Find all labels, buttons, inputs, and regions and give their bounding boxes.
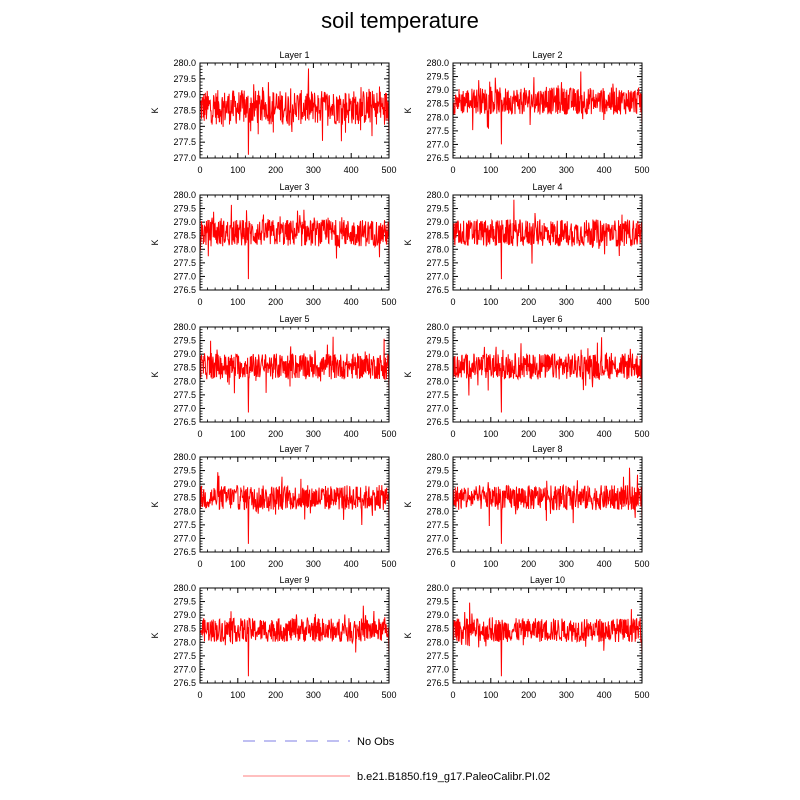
panel-title: Layer 8 bbox=[532, 444, 563, 454]
y-tick-label: 277.0 bbox=[426, 403, 449, 414]
y-tick-label: 278.0 bbox=[426, 112, 449, 123]
y-tick-label: 279.5 bbox=[173, 596, 196, 607]
panel-title: Layer 5 bbox=[279, 314, 310, 324]
x-tick-label: 0 bbox=[197, 429, 203, 439]
x-tick-label: 200 bbox=[521, 429, 537, 439]
y-tick-label: 280.0 bbox=[426, 322, 449, 332]
x-tick-label: 200 bbox=[268, 165, 284, 175]
panel-layer-10 bbox=[403, 575, 650, 700]
legend-label: b.e21.B1850.f19_g17.PaleoCalibr.PI.02 bbox=[357, 771, 551, 783]
x-tick-label: 100 bbox=[483, 559, 499, 569]
y-tick-label: 279.0 bbox=[173, 479, 196, 490]
x-tick-label: 200 bbox=[268, 559, 284, 569]
x-tick-label: 200 bbox=[268, 429, 284, 439]
x-tick-label: 100 bbox=[230, 559, 246, 569]
y-axis-label: K bbox=[150, 632, 160, 639]
y-tick-label: 279.0 bbox=[173, 217, 196, 228]
y-tick-label: 280.0 bbox=[426, 583, 449, 593]
panel-title: Layer 4 bbox=[532, 182, 563, 192]
y-axis-label: K bbox=[403, 107, 413, 114]
y-tick-label: 277.0 bbox=[426, 271, 449, 282]
y-tick-label: 276.5 bbox=[426, 153, 449, 163]
panel-layer-5 bbox=[150, 314, 397, 439]
y-tick-label: 278.5 bbox=[426, 362, 449, 373]
y-tick-label: 279.5 bbox=[173, 465, 196, 476]
x-tick-label: 300 bbox=[305, 559, 321, 569]
x-tick-label: 300 bbox=[305, 429, 321, 439]
x-tick-label: 0 bbox=[197, 297, 203, 307]
panel-title: Layer 10 bbox=[529, 575, 566, 585]
y-tick-label: 278.5 bbox=[173, 492, 196, 503]
x-tick-label: 100 bbox=[483, 297, 499, 307]
x-tick-label: 0 bbox=[450, 165, 456, 175]
y-tick-label: 280.0 bbox=[173, 58, 196, 68]
y-tick-label: 279.5 bbox=[173, 335, 196, 346]
x-tick-label: 500 bbox=[634, 429, 650, 439]
x-tick-label: 100 bbox=[230, 297, 246, 307]
y-tick-label: 277.0 bbox=[426, 664, 449, 675]
x-tick-label: 500 bbox=[381, 690, 397, 700]
x-tick-label: 200 bbox=[521, 559, 537, 569]
x-tick-label: 0 bbox=[197, 559, 203, 569]
series-line bbox=[200, 205, 389, 279]
panel-layer-2 bbox=[403, 50, 650, 175]
x-tick-label: 100 bbox=[230, 165, 246, 175]
panel-title: Layer 1 bbox=[279, 50, 310, 60]
x-tick-label: 300 bbox=[558, 559, 574, 569]
y-tick-label: 277.5 bbox=[426, 125, 449, 136]
panel-layer-9 bbox=[150, 575, 397, 700]
panel-title: Layer 2 bbox=[532, 50, 563, 60]
y-tick-label: 276.5 bbox=[173, 417, 196, 427]
y-axis-label: K bbox=[150, 107, 160, 114]
x-tick-label: 300 bbox=[558, 429, 574, 439]
y-tick-label: 279.0 bbox=[173, 610, 196, 621]
x-tick-label: 200 bbox=[521, 165, 537, 175]
x-tick-label: 400 bbox=[343, 559, 359, 569]
y-tick-label: 279.5 bbox=[426, 335, 449, 346]
x-tick-label: 400 bbox=[343, 429, 359, 439]
panel-title: Layer 7 bbox=[279, 444, 310, 454]
chart-title: soil temperature bbox=[321, 8, 479, 33]
y-axis-label: K bbox=[403, 501, 413, 508]
y-tick-label: 277.5 bbox=[426, 650, 449, 661]
series-line bbox=[453, 337, 642, 412]
x-tick-label: 0 bbox=[197, 690, 203, 700]
y-tick-label: 278.5 bbox=[426, 623, 449, 634]
plot-frame bbox=[453, 195, 642, 290]
x-tick-label: 400 bbox=[343, 690, 359, 700]
y-tick-label: 280.0 bbox=[173, 452, 196, 462]
x-tick-label: 400 bbox=[596, 690, 612, 700]
panel-layer-1 bbox=[150, 50, 397, 175]
x-tick-label: 200 bbox=[268, 690, 284, 700]
y-tick-label: 279.0 bbox=[173, 349, 196, 360]
y-tick-label: 279.5 bbox=[426, 465, 449, 476]
series-line bbox=[200, 472, 389, 544]
y-tick-label: 280.0 bbox=[426, 452, 449, 462]
y-tick-label: 280.0 bbox=[173, 583, 196, 593]
y-tick-label: 277.0 bbox=[173, 664, 196, 675]
series-line bbox=[200, 337, 389, 413]
x-tick-label: 100 bbox=[483, 165, 499, 175]
panel-title: Layer 3 bbox=[279, 182, 310, 192]
y-tick-label: 278.5 bbox=[426, 492, 449, 503]
y-axis-label: K bbox=[403, 239, 413, 246]
y-tick-label: 279.0 bbox=[426, 217, 449, 228]
y-tick-label: 277.0 bbox=[426, 533, 449, 544]
x-tick-label: 100 bbox=[230, 429, 246, 439]
y-tick-label: 276.5 bbox=[173, 678, 196, 688]
y-tick-label: 277.0 bbox=[173, 403, 196, 414]
y-tick-label: 279.0 bbox=[426, 85, 449, 96]
y-tick-label: 278.0 bbox=[426, 376, 449, 387]
x-tick-label: 300 bbox=[558, 165, 574, 175]
x-tick-label: 500 bbox=[634, 165, 650, 175]
y-axis-label: K bbox=[150, 371, 160, 378]
y-tick-label: 279.5 bbox=[426, 71, 449, 82]
y-tick-label: 278.5 bbox=[173, 105, 196, 116]
y-tick-label: 280.0 bbox=[173, 322, 196, 332]
y-tick-label: 279.0 bbox=[426, 610, 449, 621]
x-tick-label: 300 bbox=[558, 297, 574, 307]
x-tick-label: 400 bbox=[343, 297, 359, 307]
y-tick-label: 276.5 bbox=[426, 678, 449, 688]
y-tick-label: 279.5 bbox=[426, 596, 449, 607]
y-tick-label: 279.5 bbox=[173, 73, 196, 84]
y-tick-label: 278.0 bbox=[173, 244, 196, 255]
y-tick-label: 277.5 bbox=[426, 519, 449, 530]
x-tick-label: 0 bbox=[450, 559, 456, 569]
y-tick-label: 280.0 bbox=[426, 58, 449, 68]
x-tick-label: 400 bbox=[596, 297, 612, 307]
y-tick-label: 278.5 bbox=[426, 230, 449, 241]
y-axis-label: K bbox=[403, 371, 413, 378]
y-tick-label: 277.5 bbox=[173, 519, 196, 530]
x-tick-label: 300 bbox=[558, 690, 574, 700]
y-tick-label: 277.0 bbox=[173, 153, 196, 163]
x-tick-label: 500 bbox=[381, 559, 397, 569]
x-tick-label: 400 bbox=[596, 165, 612, 175]
y-tick-label: 278.5 bbox=[173, 623, 196, 634]
y-axis-label: K bbox=[150, 501, 160, 508]
y-tick-label: 278.0 bbox=[173, 121, 196, 132]
y-tick-label: 280.0 bbox=[173, 190, 196, 200]
y-tick-label: 276.5 bbox=[426, 417, 449, 427]
series-line bbox=[453, 603, 642, 677]
y-tick-label: 277.5 bbox=[426, 257, 449, 268]
x-tick-label: 500 bbox=[381, 165, 397, 175]
x-tick-label: 300 bbox=[305, 297, 321, 307]
y-tick-label: 277.0 bbox=[426, 139, 449, 150]
y-tick-label: 277.5 bbox=[426, 389, 449, 400]
legend-label: No Obs bbox=[357, 736, 395, 748]
y-tick-label: 278.0 bbox=[426, 506, 449, 517]
panel-layer-4 bbox=[403, 182, 650, 307]
x-tick-label: 500 bbox=[634, 690, 650, 700]
x-tick-label: 200 bbox=[521, 297, 537, 307]
y-axis-label: K bbox=[150, 239, 160, 246]
x-tick-label: 500 bbox=[634, 559, 650, 569]
y-tick-label: 276.5 bbox=[173, 547, 196, 557]
y-tick-label: 277.5 bbox=[173, 389, 196, 400]
y-tick-label: 278.0 bbox=[173, 637, 196, 648]
y-tick-label: 277.5 bbox=[173, 257, 196, 268]
panel-title: Layer 6 bbox=[532, 314, 563, 324]
y-tick-label: 277.0 bbox=[173, 533, 196, 544]
x-tick-label: 500 bbox=[381, 297, 397, 307]
y-tick-label: 278.5 bbox=[173, 362, 196, 373]
x-tick-label: 500 bbox=[634, 297, 650, 307]
y-tick-label: 276.5 bbox=[426, 285, 449, 295]
x-tick-label: 200 bbox=[268, 297, 284, 307]
x-tick-label: 300 bbox=[305, 165, 321, 175]
y-tick-label: 279.0 bbox=[426, 479, 449, 490]
y-tick-label: 280.0 bbox=[426, 190, 449, 200]
x-tick-label: 300 bbox=[305, 690, 321, 700]
y-tick-label: 277.5 bbox=[173, 137, 196, 148]
y-tick-label: 278.0 bbox=[426, 637, 449, 648]
x-tick-label: 200 bbox=[521, 690, 537, 700]
x-tick-label: 100 bbox=[483, 690, 499, 700]
y-axis-label: K bbox=[403, 632, 413, 639]
panel-layer-6 bbox=[403, 314, 650, 439]
y-tick-label: 278.5 bbox=[173, 230, 196, 241]
y-tick-label: 276.5 bbox=[173, 285, 196, 295]
series-line bbox=[453, 200, 642, 279]
y-tick-label: 279.0 bbox=[173, 89, 196, 100]
x-tick-label: 400 bbox=[596, 429, 612, 439]
panel-layer-8 bbox=[403, 444, 650, 569]
x-tick-label: 0 bbox=[197, 165, 203, 175]
panel-layer-3 bbox=[150, 182, 397, 307]
x-tick-label: 100 bbox=[483, 429, 499, 439]
series-line bbox=[453, 72, 642, 145]
panel-title: Layer 9 bbox=[279, 575, 310, 585]
y-tick-label: 278.0 bbox=[173, 376, 196, 387]
y-tick-label: 279.0 bbox=[426, 349, 449, 360]
y-tick-label: 276.5 bbox=[426, 547, 449, 557]
panel-layer-7 bbox=[150, 444, 397, 569]
y-tick-label: 278.0 bbox=[173, 506, 196, 517]
y-tick-label: 277.5 bbox=[173, 650, 196, 661]
series-line bbox=[453, 468, 642, 544]
x-tick-label: 400 bbox=[343, 165, 359, 175]
y-tick-label: 278.5 bbox=[426, 98, 449, 109]
x-tick-label: 100 bbox=[230, 690, 246, 700]
x-tick-label: 500 bbox=[381, 429, 397, 439]
x-tick-label: 0 bbox=[450, 297, 456, 307]
x-tick-label: 0 bbox=[450, 690, 456, 700]
y-tick-label: 279.5 bbox=[426, 203, 449, 214]
x-tick-label: 0 bbox=[450, 429, 456, 439]
series-line bbox=[200, 606, 389, 677]
y-tick-label: 279.5 bbox=[173, 203, 196, 214]
x-tick-label: 400 bbox=[596, 559, 612, 569]
y-tick-label: 278.0 bbox=[426, 244, 449, 255]
series-line bbox=[200, 69, 389, 155]
y-tick-label: 277.0 bbox=[173, 271, 196, 282]
